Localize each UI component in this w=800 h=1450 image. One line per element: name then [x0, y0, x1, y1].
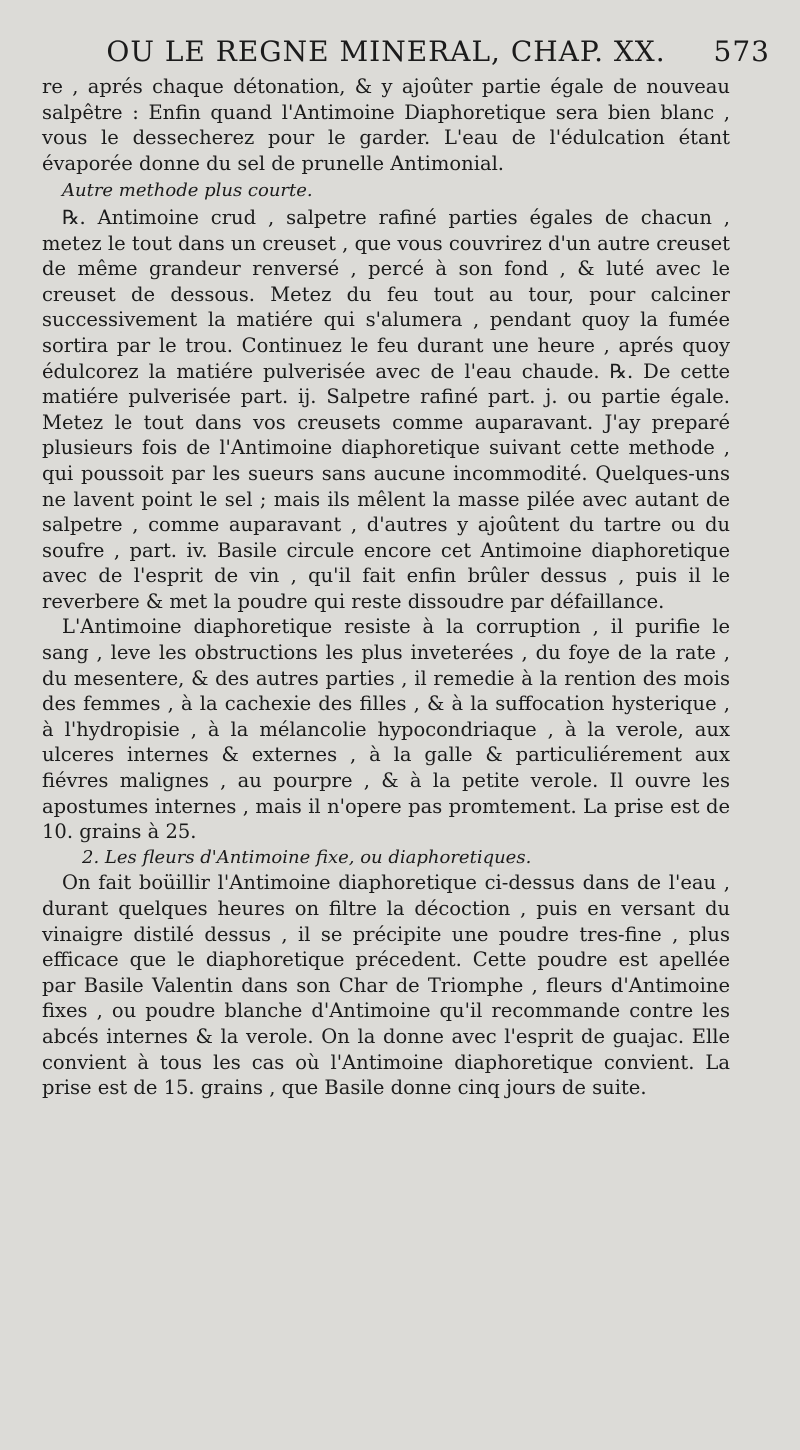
paragraph-flowers: On fait boüillir l'Antimoine diaphoretique ci-dessus dans de l'eau , durant quelques heures on filtre la décoction , puis en versant du vinaigre distilé dessus , il se précipite une poudre tres-fine , plus efficace que le diaphoretique précedent. Cette poudre est apellée par Basile Valentin dans son Char de Triomphe , fleurs d'Antimoine fixes , ou poudre blanche d'Antimoine qu'il recommande contre les abcés internes & la verole. On la donne avec l'esprit de guajac. Elle convient à tous les cas où l'Antimoine diaphoretique convient. La prise est de 15. grains , que Basile donne cinq jours de suite.: [42, 871, 730, 1100]
section-heading-shorter-method: Autre methode plus courte.: [62, 180, 313, 202]
paragraph-continuation: re , aprés chaque détonation, & y ajoûter partie égale de nouveau salpêtre : Enfin quand l'Antimoine Diaphoretique sera bien blanc , vous le dessecherez pour le garder. L'eau de l'édulcation étant évaporée donne du sel de prunelle Antimonial.: [42, 75, 730, 175]
section-heading-flowers: 2. Les fleurs d'Antimoine fixe, ou diaphoretiques.: [82, 846, 532, 868]
running-head: [42, 30, 770, 74]
body-text: [42, 74, 730, 1101]
running-title: OU LE REGNE MINERAL, CHAP. XX.: [106, 35, 666, 68]
paragraph-recipe: ℞. Antimoine crud , salpetre rafiné parties égales de chacun , metez le tout dans un creuset , que vous couvrirez d'un autre creuset de même grandeur renversé , percé à son fond , & luté avec le creuset de dessous. Metez du feu tout au tour, pour calciner successivement la matiére qui s'alumera , pendant quoy la fumée sortira par le trou. Continuez le feu durant une heure , aprés quoy édulcorez la matiére pulverisée avec de l'eau chaude. ℞. De cette matiére pulverisée part. ij. Salpetre rafiné part. j. ou partie égale. Metez le tout dans vos creusets comme auparavant. J'ay preparé plusieurs fois de l'Antimoine diaphoretique suivant cette methode , qui poussoit par les sueurs sans aucune incommodité. Quelques-uns ne lavent point le sel ; mais ils mêlent la masse pilée avec autant de salpetre , comme auparavant , d'autres y ajoûtent du tartre ou du soufre , part. iv. Basile circule encore cet Antimoine diaphoretique avec de l'esprit de vin , qu'il fait enfin brûler dessus , puis il le reverbere & met la poudre qui reste dissoudre par défaillance.: [42, 205, 730, 613]
paragraph-virtues: L'Antimoine diaphoretique resiste à la corruption , il purifie le sang , leve les obstructions les plus inveterées , du foye de la rate , du mesentere, & des autres parties , il remedie à la rention des mois des femmes , à la cachexie des filles , & à la suffocation hysterique , à l'hydropisie , à la mélancolie hypocondriaque , à la verole, aux ulceres internes & externes , à la galle & particuliérement aux fiévres malignes , au pourpre , & à la petite verole. Il ouvre les apostumes internes , mais il n'opere pas promtement. La prise est de 10. grains à 25.: [42, 615, 730, 844]
page-number: 573: [713, 35, 770, 68]
